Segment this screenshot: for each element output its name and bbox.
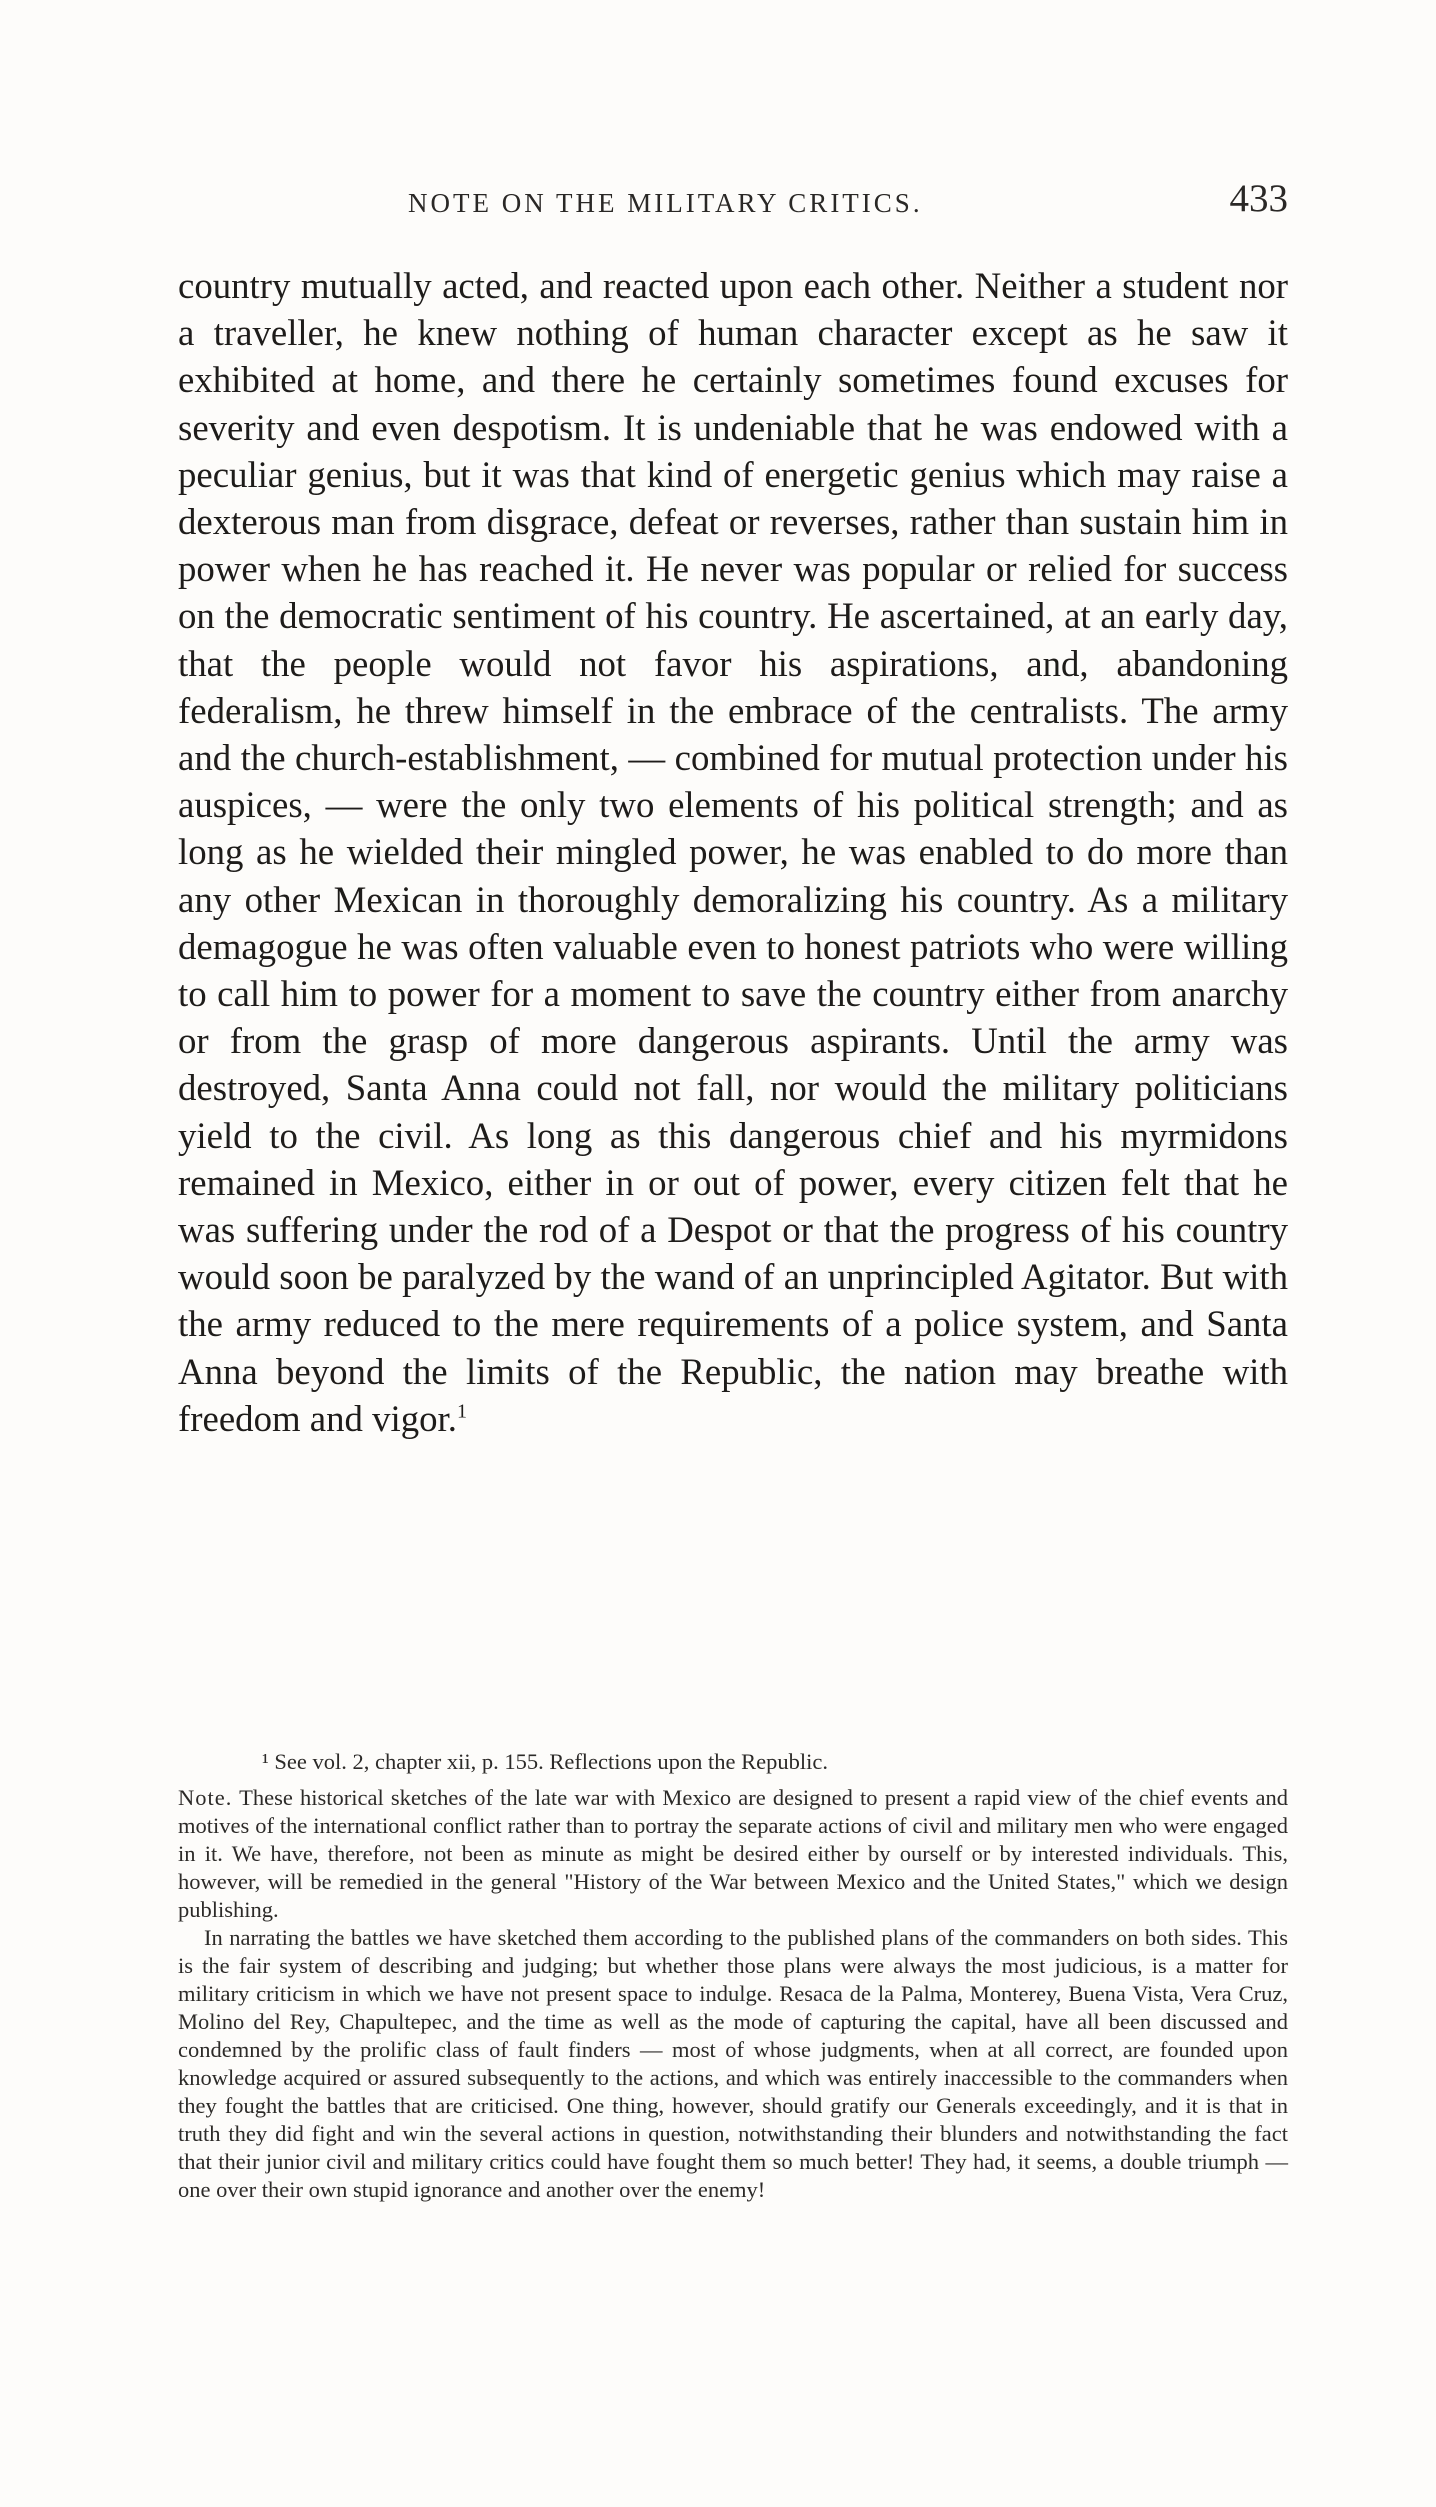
footnotes <box>178 1748 1288 2204</box>
page-header <box>178 176 1288 232</box>
running-head: NOTE ON THE MILITARY CRITICS. <box>408 188 923 218</box>
main-text <box>178 262 1288 1442</box>
body-paragraph-text: country mutually acted, and reacted upon each other. Neither a student nor a traveller, he knew nothing of human character except as he saw it exhibited at home, and there he certainly sometimes found excuses for severity and even despotism. It is undeniable that he was endowed with a peculiar genius, but it was that kind of energetic genius which may raise a dexterous man from disgrace, defeat or reverses, rather than sustain him in power when he has reached it. He never was popular or relied for success on the democratic sentiment of his country. He ascertained, at an early day, that the people would not favor his aspirations, and, abandoning federalism, he threw himself in the embrace of the centralists. The army and the church-establishment, — combined for mutual protection under his auspices, — were the only two elements of his political strength; and as long as he wielded their mingled power, he was enabled to do more than any other Mexican in thoroughly demoralizing his country. As a military demagogue he was often valuable even to honest patriots who were willing to call him to power for a moment to save the country either from anarchy or from the grasp of more dangerous aspirants. Until the army was destroyed, Santa Anna could not fall, nor would the military politicians yield to the civil. As long as this dangerous chief and his myrmidons remained in Mexico, either in or out of power, every citizen felt that he was suffering under the rod of a Despot or that the progress of his country would soon be paralyzed by the wand of an unprincipled Agitator. But with the army reduced to the mere requirements of a police system, and Santa Anna beyond the limits of the Republic, the nation may breathe with freedom and vigor. <box>178 265 1288 1439</box>
footnote-1-text: See vol. 2, chapter xii, p. 155. Reflections upon the Republic. <box>274 1749 829 1774</box>
note-paragraph-1 <box>178 1784 1288 1924</box>
footnote-reference: 1 <box>456 1400 467 1423</box>
note-paragraph-2-text: In narrating the battles we have sketched them according to the published plans of the commanders on both sides. This is the fair system of describing and judging; but whether those plans were always the most judicious, is a matter for military criticism in which we have not present space to indulge. Resaca de la Palma, Monterey, Buena Vista, Vera Cruz, Molino del Rey, Chapultepec, and the time as well as the mode of capturing the capital, have all been discussed and condemned by the prolific class of fault finders — most of whose judgments, when at all correct, are founded upon knowledge acquired or assured subsequently to the actions, and which was entirely inaccessible to the commanders when they fought the battles that are criticised. One thing, however, should gratify our Generals exceedingly, and it is that in truth they did fight and win the several actions in question, notwithstanding their blunders and notwithstanding the fact that their junior civil and military critics could have fought them so much better! They had, it seems, a double triumph — one over their own stupid ignorance and another over the enemy! <box>178 1925 1288 2202</box>
page-number: 433 <box>1229 177 1288 220</box>
body-paragraph <box>178 262 1288 1442</box>
footnote-1-marker: ¹ <box>262 1749 269 1774</box>
footnote-1 <box>178 1748 1288 1776</box>
note-paragraph-1-text: These historical sketches of the late war with Mexico are designed to present a rapid view of the chief events and motives of the international conflict rather than to portray the separate actions of civil and military men who were engaged in it. We have, therefore, not been as minute as might be desired either by ourself or by interested individuals. This, however, will be remedied in the general "History of the War between Mexico and the United States," which we design publishing. <box>178 1785 1288 1922</box>
note-label: Note. <box>178 1785 233 1810</box>
note-paragraph-2 <box>178 1924 1288 2204</box>
